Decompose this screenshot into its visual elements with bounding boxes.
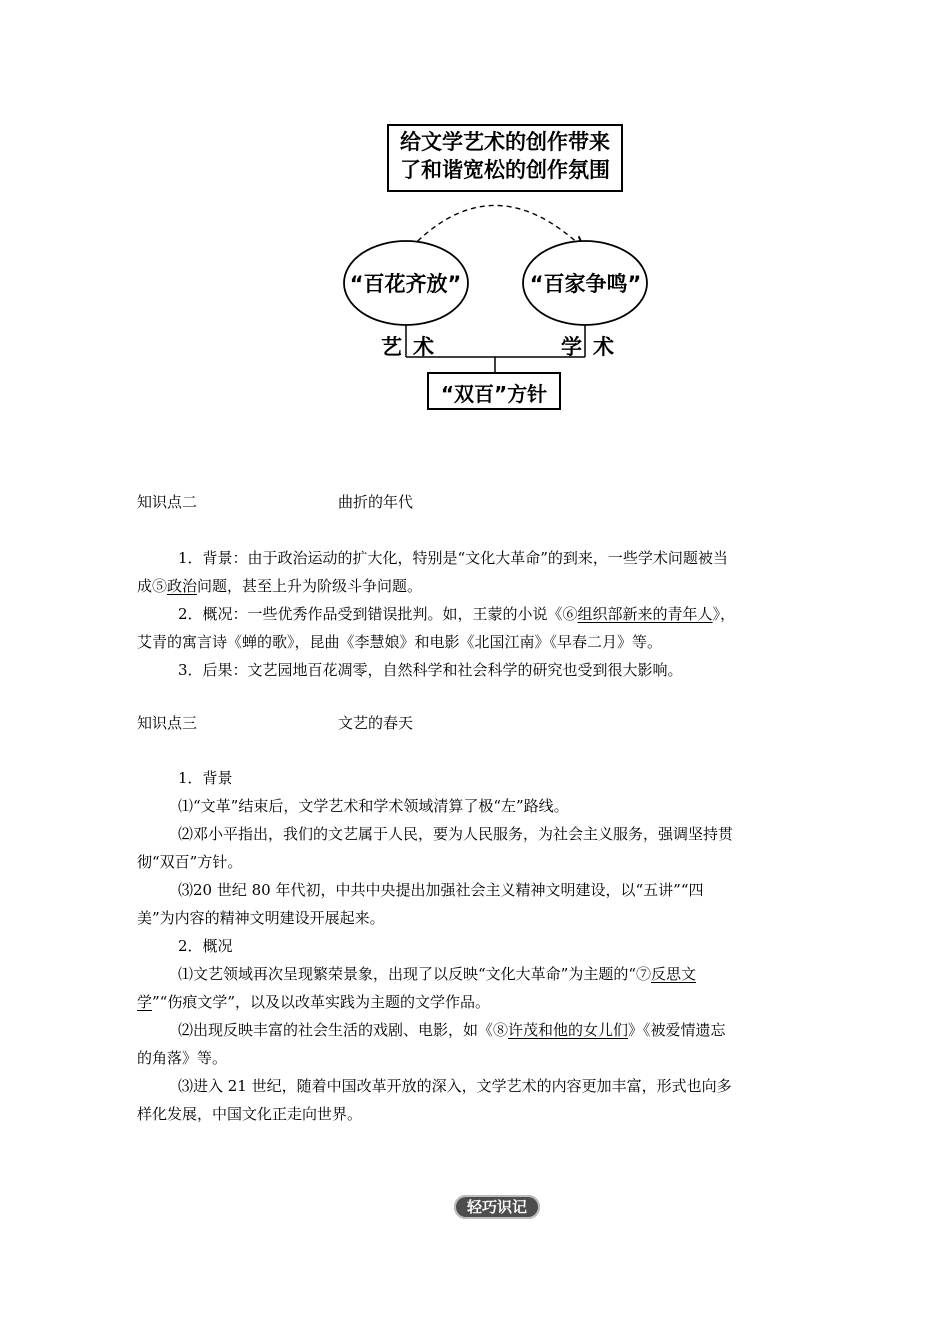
s2-p1-line2 xyxy=(137,576,422,596)
answer-7-part2: 学 xyxy=(137,993,153,1011)
s3-ov1-pre: ⑴文艺领域再次呈现繁荣景象，出现了以反映“文化大革命”为主题的“⑦ xyxy=(178,965,652,983)
art-char-yi: 艺 xyxy=(381,335,402,359)
top-box-text xyxy=(388,128,622,184)
baihua-qifang-label: “百花齐放” xyxy=(349,272,462,296)
s3-bg2-line2: 彻“双百”方针。 xyxy=(137,853,243,871)
s2-p2-pre: 2．概况：一些优秀作品受到错误批判。如，王蒙的小说《⑥ xyxy=(178,605,578,623)
s3-ov1-line1 xyxy=(178,964,696,984)
section3-title-right: 文艺的春天 xyxy=(338,714,414,732)
answer-6: 组织部新来的青年人 xyxy=(577,605,713,623)
section3-heading xyxy=(137,713,537,733)
s3-bg3-line2: 美”为内容的精神文明建设开展起来。 xyxy=(137,909,385,927)
baijia-zhengming-label: “百家争鸣” xyxy=(529,272,642,296)
s3-ov2-pre: ⑵出现反映丰富的社会生活的戏剧、电影，如《⑧ xyxy=(178,1021,509,1039)
s2-p1-line1: 1．背景：由于政治运动的扩大化，特别是“文化大革命”的到来，一些学术问题被当 xyxy=(178,549,728,567)
s2-p2-line1 xyxy=(178,604,735,624)
double-hundred-diagram xyxy=(0,0,950,430)
diagram-shapes xyxy=(0,0,950,430)
answer-8: 许茂和他的女儿们 xyxy=(508,1021,629,1039)
s3-ov-title: 2．概况 xyxy=(178,937,233,955)
section2-heading xyxy=(137,492,537,512)
s2-p2-line2: 艾青的寓言诗《蝉的歌》，昆曲《李慧娘》和电影《北国江南》《早春二月》等。 xyxy=(137,633,663,651)
s3-ov3-line2: 样化发展，中国文化正走向世界。 xyxy=(137,1105,363,1123)
section2-title-left: 知识点二 xyxy=(137,493,198,511)
shuangbai-policy-label: “双百”方针 xyxy=(440,382,548,406)
top-box-line1: 给文学艺术的创作带来 xyxy=(400,130,610,154)
top-box-line2: 了和谐宽松的创作氛围 xyxy=(400,158,610,182)
section3-title-left: 知识点三 xyxy=(137,714,198,732)
s3-ov1-line2 xyxy=(137,992,490,1012)
s2-p2-post: 》， xyxy=(712,605,736,623)
academic-char-shu: 术 xyxy=(593,335,614,359)
s2-p1-pre: 成⑤ xyxy=(137,577,168,595)
s3-bg3-line1: ⑶20 世纪 80 年代初，中共中央提出加强社会主义精神文明建设，以“五讲”“四 xyxy=(178,881,704,899)
s3-ov3-line1: ⑶进入 21 世纪，随着中国改革开放的深入，文学艺术的内容更加丰富，形式也向多 xyxy=(178,1077,732,1095)
s3-bg-title: 1．背景 xyxy=(178,769,233,787)
qingqiao-shiji-badge: 轻巧识记 xyxy=(454,1195,540,1219)
s3-ov1-post: ”“伤痕文学”，以及以改革实践为主题的文学作品。 xyxy=(152,993,491,1011)
answer-5: 政治 xyxy=(167,577,198,595)
s3-ov2-line2: 的角落》等。 xyxy=(137,1049,228,1067)
academic-char-xue: 学 xyxy=(561,335,582,359)
s3-bg2-line1: ⑵邓小平指出，我们的文艺属于人民，要为人民服务，为社会主义服务，强调坚持贯 xyxy=(178,825,734,843)
art-char-shu: 术 xyxy=(413,335,434,359)
s3-ov2-line1 xyxy=(178,1020,726,1040)
s3-bg1: ⑴“文革”结束后，文学艺术和学术领域清算了极“左”路线。 xyxy=(178,797,569,815)
s2-p1-post: 问题，甚至上升为阶级斗争问题。 xyxy=(197,577,423,595)
section2-title-right: 曲折的年代 xyxy=(338,493,414,511)
s3-ov2-post: 》《被爱情遗忘 xyxy=(628,1021,726,1039)
answer-7-part1: 反思文 xyxy=(651,965,697,983)
s2-p3-line1: 3．后果：文艺园地百花凋零，自然科学和社会科学的研究也受到很大影响。 xyxy=(178,661,683,679)
